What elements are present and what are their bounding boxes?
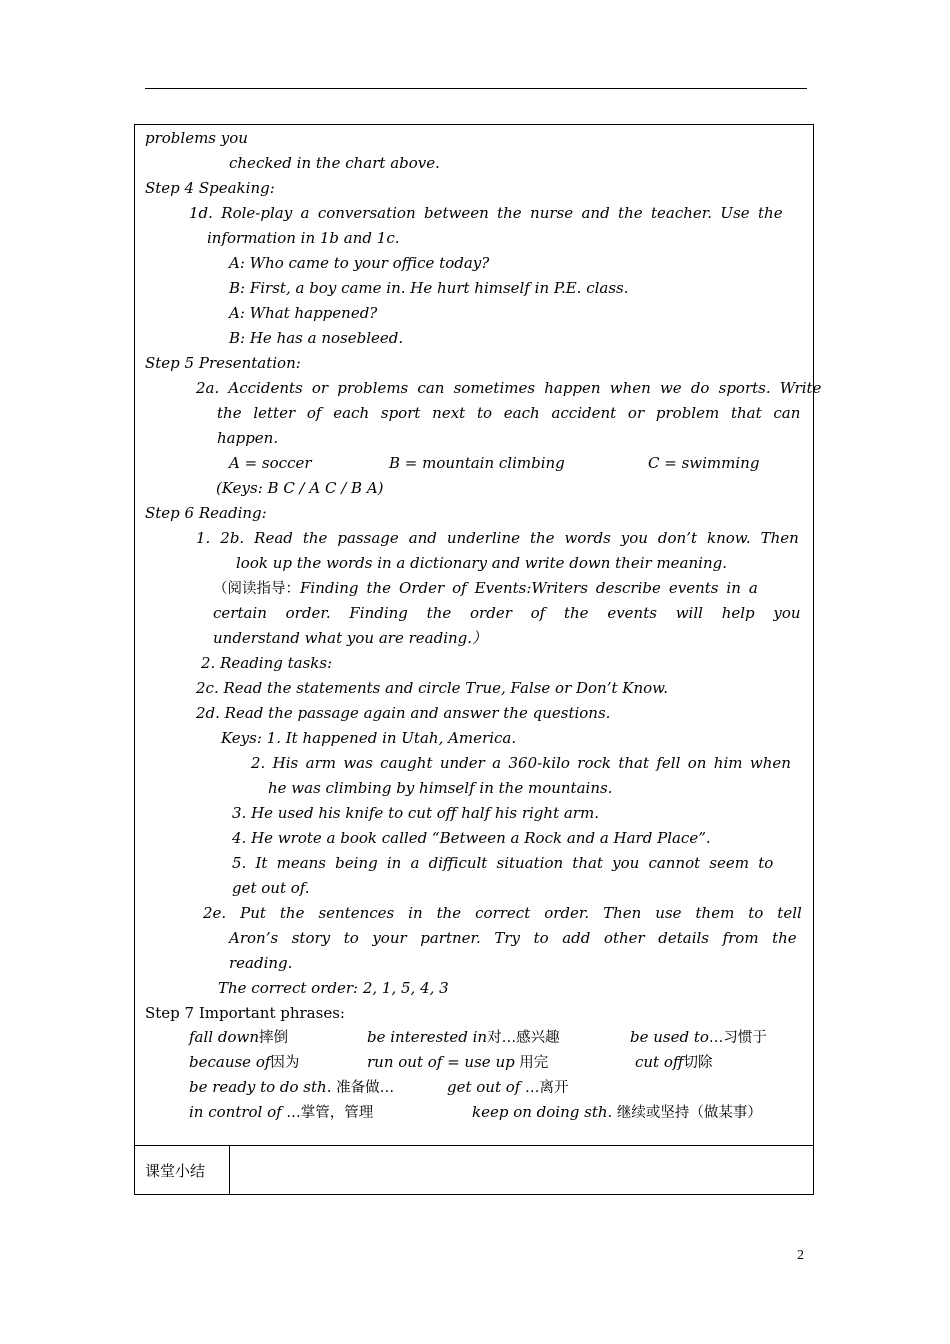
summary-label: 课堂小结 — [145, 1162, 206, 1180]
phrase-item: cut off切除 — [635, 1053, 713, 1071]
order-line: The correct order: 2, 1, 5, 4, 3 — [218, 979, 449, 997]
text-line: Aron’s story to your partner. Try to add other details from the — [229, 929, 797, 947]
text-line: happen. — [217, 429, 279, 447]
answer-line: 3. He used his knife to cut off half his right arm. — [232, 804, 599, 822]
answer-line: 5. It means being in a difficult situation that you cannot seem to — [232, 854, 774, 872]
reading-guide-label: （阅读指导： — [213, 581, 300, 597]
text-line: 2. Reading tasks: — [201, 654, 333, 672]
answer-line: 4. He wrote a book called “Between a Rock and a Hard Place”. — [232, 829, 711, 847]
text-line: information in 1b and 1c. — [207, 229, 400, 247]
reading-guide-text: Finding the Order of Events:Writers describe events in a — [300, 579, 758, 597]
option-b: B = mountain climbing — [389, 454, 565, 472]
text-line: the letter of each sport next to each accident or problem that can — [217, 404, 801, 422]
phrase-item: get out of …离开 — [447, 1078, 569, 1096]
option-c: C = swimming — [648, 454, 760, 472]
phrase-item: be interested in对…感兴趣 — [367, 1028, 560, 1046]
phrase-item: fall down摔倒 — [189, 1028, 288, 1046]
answer-line: 2. His arm was caught under a 360-kilo rock that fell on him when — [251, 754, 791, 772]
step-7-heading: Step 7 Important phrases: — [145, 1004, 345, 1022]
answer-line: Keys: 1. It happened in Utah, America. — [221, 729, 517, 747]
text-line — [213, 578, 758, 599]
text-line: problems you — [145, 129, 248, 147]
page-number: 2 — [797, 1248, 804, 1263]
dialogue-line: A: Who came to your office today? — [229, 254, 490, 272]
phrase-item: keep on doing sth. 继续或坚持（做某事） — [472, 1103, 762, 1121]
dialogue-line: A: What happened? — [229, 304, 378, 322]
text-line: checked in the chart above. — [229, 154, 440, 172]
text-line: reading. — [229, 954, 293, 972]
text-line: understand what you are reading.） — [213, 629, 488, 647]
option-a: A = soccer — [229, 454, 312, 472]
phrase-item: in control of …掌管，管理 — [189, 1103, 374, 1121]
table-row-divider — [134, 1145, 814, 1146]
step-6-heading: Step 6 Reading: — [145, 504, 267, 522]
keys-line: (Keys: B C / A C / B A) — [216, 479, 384, 497]
text-line: certain order. Finding the order of the events will help you — [213, 604, 801, 622]
phrase-item: be ready to do sth. 准备做… — [189, 1078, 395, 1096]
text-line: 2a. Accidents or problems can sometimes happen when we do sports. Write — [196, 379, 822, 397]
step-4-heading: Step 4 Speaking: — [145, 179, 275, 197]
dialogue-line: B: First, a boy came in. He hurt himself in P.E. class. — [229, 279, 629, 297]
answer-line: he was climbing by himself in the mountains. — [268, 779, 613, 797]
text-line: 2c. Read the statements and circle True, False or Don’t Know. — [196, 679, 669, 697]
text-line: 1d. Role-play a conversation between the nurse and the teacher. Use the — [189, 204, 783, 222]
answer-line: get out of. — [232, 879, 310, 897]
text-line: 2e. Put the sentences in the correct order. Then use them to tell — [203, 904, 802, 922]
table-column-divider — [229, 1145, 230, 1195]
text-line: look up the words in a dictionary and write down their meaning. — [236, 554, 727, 572]
phrase-item: be used to…习惯于 — [630, 1028, 767, 1046]
text-line: 2d. Read the passage again and answer the questions. — [196, 704, 611, 722]
dialogue-line: B: He has a nosebleed. — [229, 329, 404, 347]
step-5-heading: Step 5 Presentation: — [145, 354, 301, 372]
text-line: 1. 2b. Read the passage and underline the words you don’t know. Then — [196, 529, 799, 547]
header-rule — [145, 88, 807, 89]
phrase-item: run out of = use up 用完 — [367, 1053, 549, 1071]
phrase-item: because of因为 — [189, 1053, 300, 1071]
